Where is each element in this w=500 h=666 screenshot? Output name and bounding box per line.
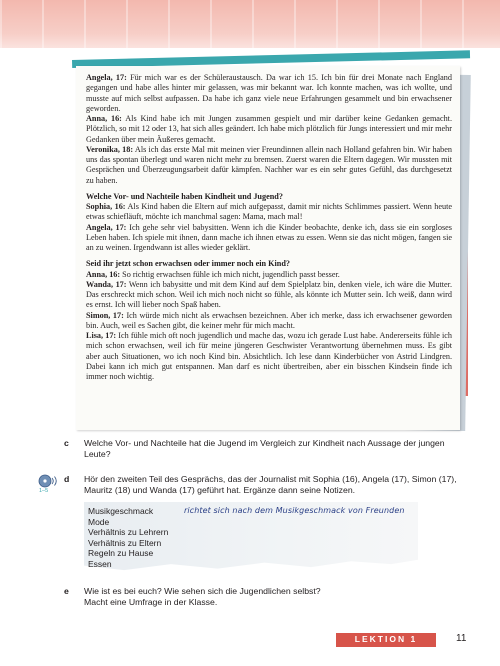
answer-veronika [86, 145, 452, 186]
speaker-name: Veronika, 18: [86, 144, 134, 154]
answer-text: Als ich das erste Mal mit meinen vier Freundinnen allein nach Holland gefahren bin. Wir haben uns das spontan überlegt und waren nicht mehr zu bremsen. Zuerst waren die Eltern dagegen. Wir mussten mit Gesprächen und Überzeugungsarbeit dafür kämpfen. Nachher war es ein sehr gutes Gefühl, das durchgesetzt zu haben. [86, 144, 452, 185]
speaker-name: Anna, 16: [86, 269, 121, 279]
task-letter: c [64, 438, 69, 448]
answer-sophia [86, 202, 452, 223]
task-letter: d [64, 474, 70, 484]
answer-text: Ich würde mich nicht als erwachsen bezeichnen. Aber ich merke, dass ich erwachsener geworden bin. Auch, weil es Sachen gibt, die keiner mehr für mich macht. [86, 310, 452, 330]
answer-wanda [86, 280, 452, 311]
notes-item: Verhältnis zu Lehrern [88, 527, 169, 538]
answer-text: So richtig erwachsen fühle ich mich nicht, jugendlich passt besser. [120, 269, 340, 279]
task-text-line: Macht eine Umfrage in der Klasse. [84, 597, 218, 607]
header-decorative-band [0, 0, 500, 48]
notes-item: Mode [88, 516, 110, 527]
task-text: Welche Vor- und Nachteile hat die Jugend im Vergleich zur Kindheit nach Aussage der jungen Leute? [84, 438, 445, 459]
task-letter: e [64, 586, 69, 596]
task-text [84, 586, 469, 608]
audio-track-number: 1–5 [39, 488, 49, 494]
speaker-name: Lisa, 17: [86, 331, 117, 340]
page-number: 11 [456, 633, 467, 644]
speaker-name: Angela, 17: [86, 73, 127, 82]
speaker-name: Sophia, 16: [86, 202, 126, 211]
answer-anna-2 [86, 270, 452, 280]
answer-text: Als Kind habe ich mit Jungen zusammen gespielt und mir darüber keine Gedanken gemacht. Plötzlich, so mit 12 oder 13, hat sich alles geändert. Ich habe mich plötzlich für Jungs interessiert und mir mehr Gedanken über mein Äußeres gemacht. [86, 114, 452, 144]
interview-question: Seid ihr jetzt schon erwachsen oder immer noch ein Kind? [86, 259, 290, 269]
answer-angela-2 [86, 223, 452, 254]
handwritten-note: richtet sich nach dem Musikgeschmack von Freunden [184, 506, 405, 515]
lesson-label: LEKTION 1 [354, 634, 418, 644]
task-text-line: Wie ist es bei euch? Wie sehen sich die Jugendlichen selbst? [84, 586, 321, 596]
answer-text: Ich gehe sehr viel babysitten. Wenn ich die Kinder beobachte, denke ich, dass sie ein sorgloses Leben haben. Ich spiele mit ihnen, dann mache ich ihnen etwas zu essen. Wenn sie das nicht mögen, fangen sie an zu weinen. Irgendwann ist alles wieder geklärt. [86, 222, 452, 252]
interview-article [86, 73, 452, 382]
notes-item: Verhältnis zu Eltern [88, 537, 162, 548]
speaker-name: Anna, 16: [86, 114, 122, 123]
answer-text: Für mich war es der Schüleraustausch. Da war ich 15. Ich bin für drei Monate nach England gegangen und habe alles hinter mir gelassen, was mir bekannt war. Ich konnte machen, was ich wollte, und musste auf mich selbst aufpassen. Da habe ich ganz viele neue Erfahrungen gesammelt und bin erwachsener geworden. [86, 73, 452, 113]
speaker-name: Angela, 17: [86, 222, 127, 232]
answer-text: Als Kind haben die Eltern auf mich aufgepasst, damit mir nichts Schlimmes passiert. Wenn heute etwas schiefläuft, möchte ich manchmal sagen: Mama, mach mal! [86, 202, 452, 222]
speaker-name: Wanda, 17: [86, 279, 127, 289]
answer-simon [86, 311, 452, 332]
interview-question: Welche Vor- und Nachteile haben Kindheit und Jugend? [86, 191, 283, 201]
journalist-notes [84, 502, 418, 576]
task-text: Hör den zweiten Teil des Gesprächs, das der Journalist mit Sophia (16), Angela (17), Simon (17), Mauritz (18) und Wanda (17) geführt hat. Ergänze dann seine Notizen. [84, 474, 457, 495]
speaker-name: Simon, 17: [86, 310, 124, 320]
notes-item: Musikgeschmack [88, 506, 154, 516]
answer-anna-1 [86, 114, 452, 145]
notes-item: Regeln zu Hause [88, 548, 154, 559]
notes-list [88, 506, 168, 570]
notes-item: Essen [88, 558, 112, 569]
answer-angela-1 [86, 73, 452, 114]
answer-text: Ich fühle mich oft noch jugendlich und mache das, wozu ich gerade Lust habe. Andererseits fühle ich mich schon erwachsen, weil ich für meine jüngeren Geschwister Verantwortung übernehmen muss. Es gibt aber auch Situationen, wo ich noch Kind bin. Absichtlich. Ich lese dann Kinderbücher von Astrid Lindgren. Dabei kann ich mich gut entspannen. Man darf es nicht übertreiben, aber ein bisschen Kindsein finde ich immer noch wichtig. [86, 331, 452, 381]
answer-text: Wenn ich babysitte und mit dem Kind auf dem Spielplatz bin, denken viele, ich wäre die Mutter. Das erschreckt mich schon. Weil ich mich noch nicht so fühle, als könnte ich Mutter sein. Ich weiß, dann wird es ernst. Ich will lieber noch Spaß haben. [86, 279, 452, 310]
answer-lisa [86, 331, 452, 382]
